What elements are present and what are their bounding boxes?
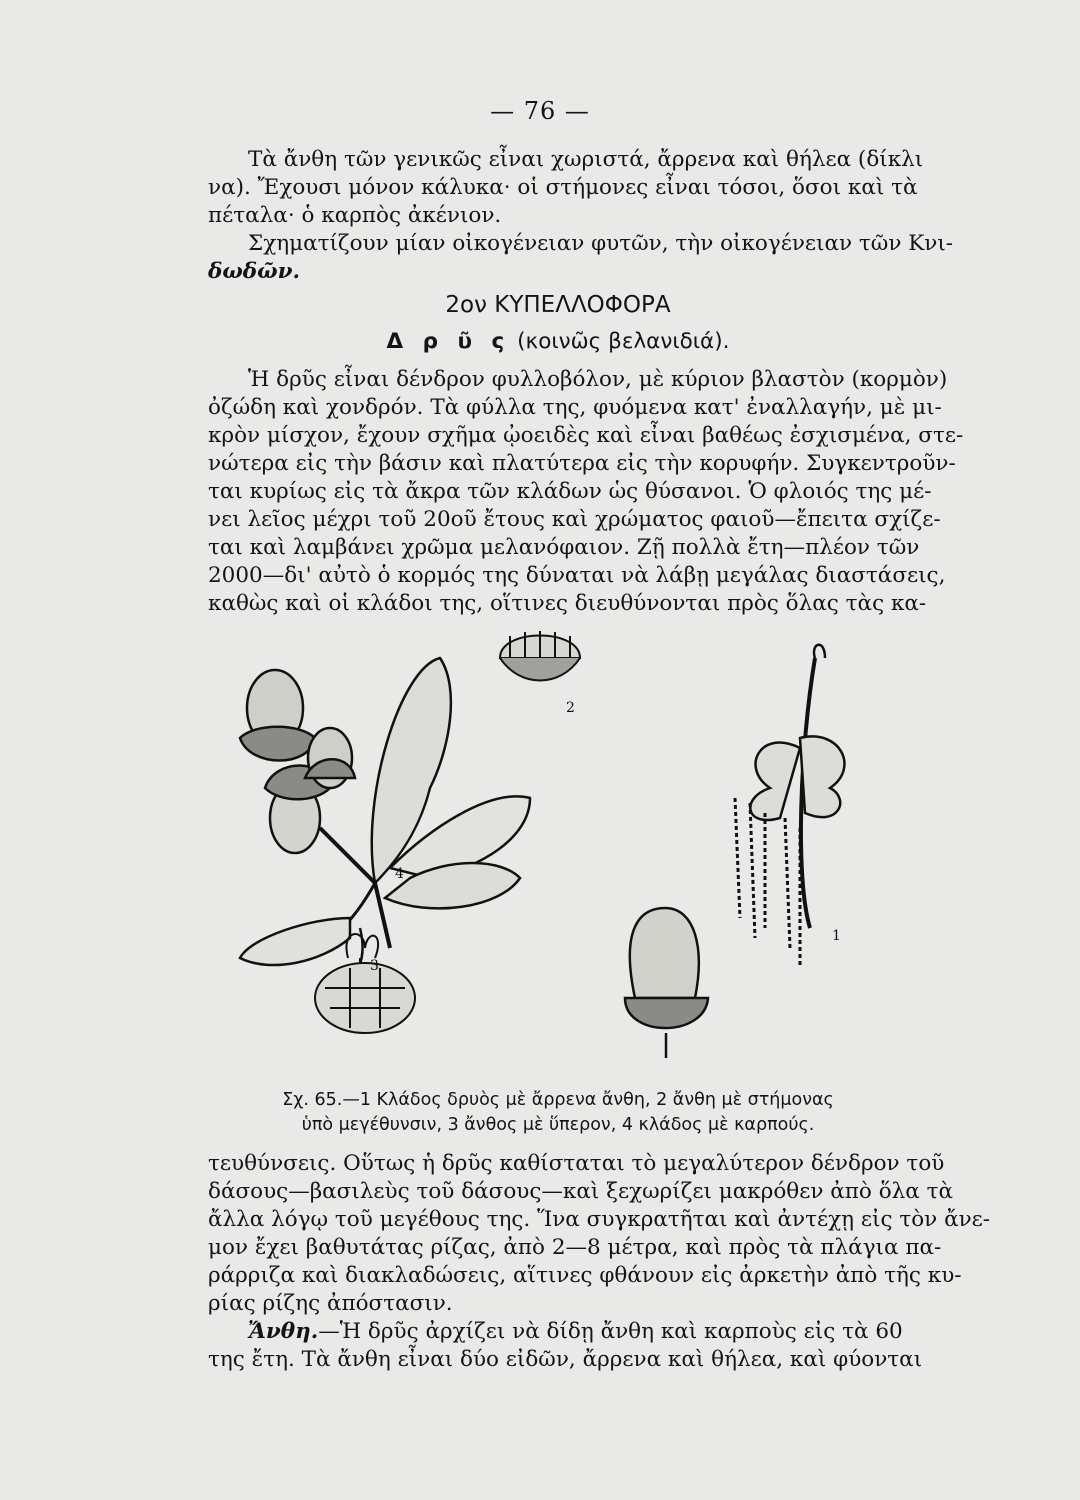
section-heading: 2ον ΚΥΠΕΛΛΟΦΟΡΑ	[445, 292, 671, 318]
species-subtitle: (κοινῶς βελανιδιά).	[517, 329, 730, 354]
figure-label-3: 3	[370, 958, 379, 974]
text-line: ἄλλα λόγῳ τοῦ μεγέθους της. Ἵνα συγκρατῆται καὶ ἀντέχῃ εἰς τὸν ἄνε-	[208, 1207, 991, 1232]
text-line: 2000—δι' αὐτὸ ὁ κορμός της δύναται νὰ λάβῃ μεγάλας διαστάσεις,	[208, 563, 946, 588]
text-line: δωδῶν.	[208, 259, 301, 284]
text-line: Σχηματίζουν μίαν οἰκογένειαν φυτῶν, τὴν οἰκογένειαν τῶν Κνι-	[248, 231, 954, 256]
flowers-line	[208, 1318, 908, 1346]
figure-label-4: 4	[395, 866, 404, 882]
figure-label-1: 1	[832, 928, 841, 944]
text-line: ται καὶ λαμβάνει χρῶμα μελανόφαιον. Ζῇ πολλὰ ἔτη—πλέον τῶν	[208, 535, 920, 560]
figure-label-2: 2	[566, 700, 575, 716]
text-line: Ἡ δρῦς εἶναι δένδρον φυλλοβόλον, μὲ κύριον βλαστὸν (κορμὸν)	[248, 367, 948, 392]
text-line: ρίας ρίζης ἀπόστασιν.	[208, 1291, 453, 1316]
flower-with-stamens	[500, 631, 580, 681]
text-line: ράρριζα καὶ διακλαδώσεις, αἵτινες φθάνουν εἰς ἀρκετὴν ἀπὸ τῆς κυ-	[208, 1263, 962, 1288]
caption-line: Σχ. 65.—1 Κλάδος δρυὸς μὲ ἄρρενα ἄνθη, 2 ἄνθη μὲ στήμονας	[282, 1090, 834, 1110]
text-line: δάσους—βασιλεὺς τοῦ δάσους—καὶ ξεχωρίζει μακρόθεν ἀπὸ ὅλα τὰ	[208, 1179, 954, 1204]
page-number: — 76 —	[490, 97, 590, 125]
text-line: κρὸν μίσχον, ἔχουν σχῆμα ᾠοειδὲς καὶ εἶναι βαθέως ἐσχισμένα, στε-	[208, 423, 964, 448]
text-line: καθὼς καὶ οἱ κλάδοι της, οἵτινες διευθύνονται πρὸς ὅλας τὰς κα-	[208, 591, 927, 616]
figure-caption	[208, 1088, 908, 1138]
species-title: Δ ρ ῦ ς	[386, 329, 511, 354]
text-line: νώτερα εἰς τὴν βάσιν καὶ πλατύτερα εἰς τὴν κορυφήν. Συγκεντροῦν-	[208, 451, 956, 476]
oak-illustration	[200, 628, 900, 1078]
text-line: νει λεῖος μέχρι τοῦ 20οῦ ἔτους καὶ χρώματος φαιοῦ—ἔπειτα σχίζε-	[208, 507, 941, 532]
intro-paragraph	[208, 146, 954, 286]
text-line: Τὰ ἄνθη τῶν γενικῶς εἶναι χωριστά, ἄρρενα καὶ θήλεα (δίκλι	[248, 147, 924, 172]
body-paragraph	[208, 366, 964, 618]
text-line: πέταλα· ὁ καρπὸς ἀκένιον.	[208, 203, 502, 228]
section-header	[208, 288, 908, 362]
species-title-line	[208, 322, 908, 362]
text-line: τευθύνσεις. Οὕτως ἡ δρῦς καθίσταται τὸ μεγαλύτερον δένδρον τοῦ	[208, 1151, 945, 1176]
text-line: ὀζώδη καὶ χονδρόν. Τὰ φύλλα της, φυόμενα κατ' ἐναλλαγήν, μὲ μι-	[208, 395, 942, 420]
text-line: της ἔτη. Τὰ ἄνθη εἶναι δύο εἰδῶν, ἄρρενα καὶ θήλεα, καὶ φύονται	[208, 1347, 923, 1372]
oak-branch-with-acorns	[240, 658, 530, 998]
continued-paragraph	[208, 1150, 991, 1374]
caption-line: ὑπὸ μεγέθυνσιν, 3 ἄνθος μὲ ὕπερον, 4 κλάδος μὲ καρπούς.	[301, 1115, 815, 1135]
acorn	[625, 908, 708, 1058]
text-line: ται κυρίως εἰς τὰ ἄκρα τῶν κλάδων ὡς θύσανοι. Ὁ φλοιός της μέ-	[208, 479, 932, 504]
text-line: να). Ἔχουσι μόνον κάλυκα· οἱ στήμονες εἶναι τόσοι, ὅσοι καὶ τὰ	[208, 175, 918, 200]
branch-with-catkins	[735, 645, 844, 968]
text-line: μον ἔχει βαθυτάτας ρίζας, ἀπὸ 2—8 μέτρα, καὶ πρὸς τὰ πλάγια πα-	[208, 1235, 942, 1260]
flowers-heading: Ἄνθη.	[248, 1319, 319, 1344]
flowers-text: —Ἡ δρῦς ἀρχίζει νὰ δίδῃ ἄνθη καὶ καρποὺς εἰς τὰ 60	[318, 1319, 903, 1344]
